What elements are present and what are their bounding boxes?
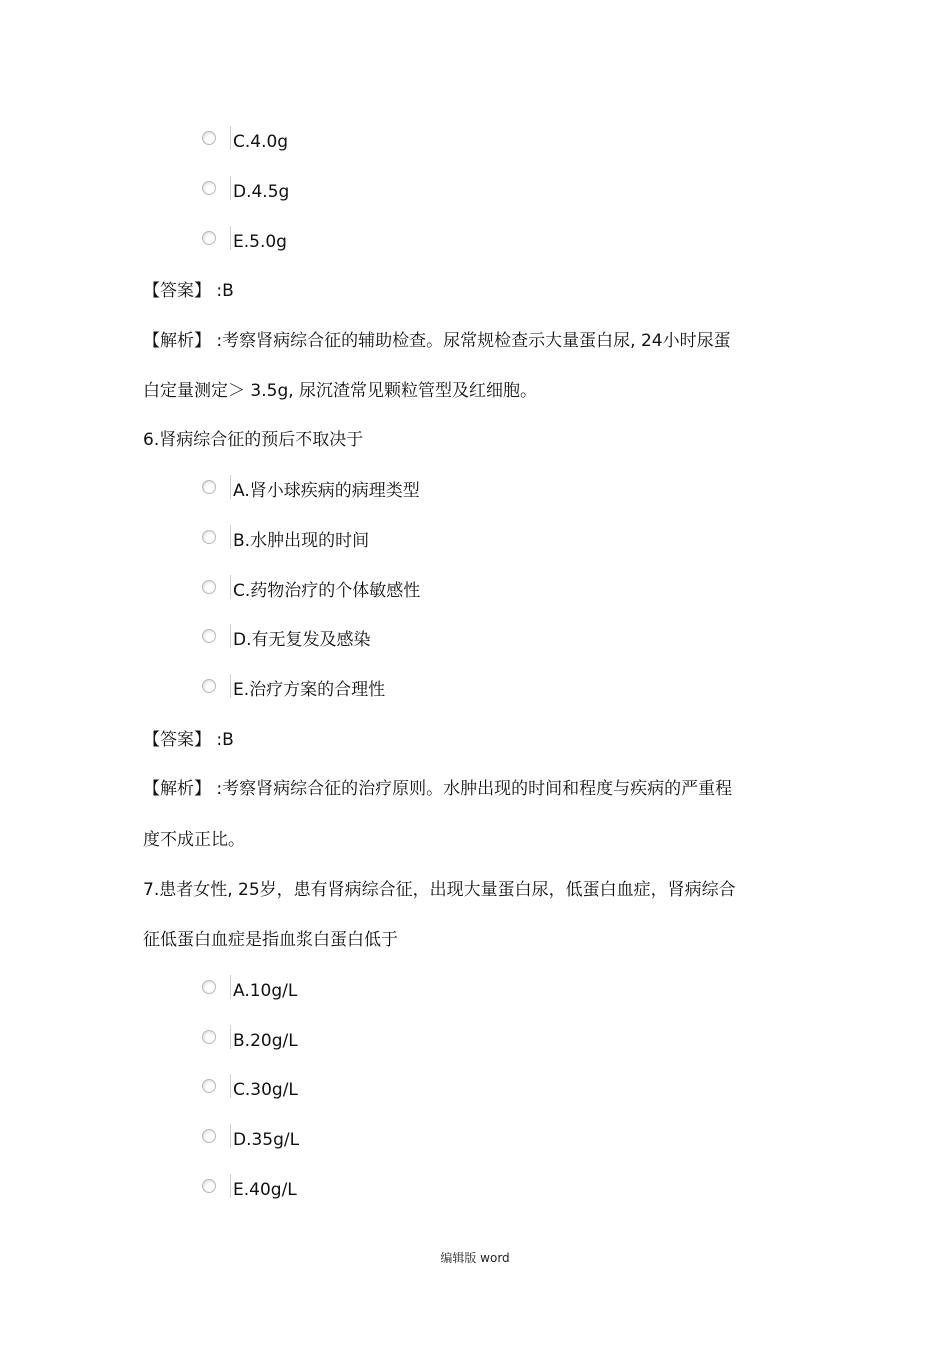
option-label: B.20g/L [233, 1031, 298, 1051]
option-label: D.4.5g [233, 182, 290, 202]
option-divider [230, 226, 231, 250]
option-label: D.有无复发及感染 [233, 630, 371, 650]
analysis-5-line-2: 白定量测定＞ 3.5g, 尿沉渣常见颗粒管型及红细胞。 [143, 381, 538, 401]
radio-icon[interactable] [202, 530, 216, 544]
option-label: C.药物治疗的个体敏感性 [233, 581, 421, 601]
option-divider [230, 1124, 231, 1148]
option-label: A.肾小球疾病的病理类型 [233, 481, 420, 501]
radio-icon[interactable] [202, 1129, 216, 1143]
radio-icon[interactable] [202, 1030, 216, 1044]
question-7-line-1: 7.患者女性, 25岁，患有肾病综合征，出现大量蛋白尿，低蛋白血症，肾病综合 [143, 880, 736, 900]
question-7-line-2: 征低蛋白血症是指血浆白蛋白低于 [143, 930, 398, 950]
option-divider [230, 674, 231, 698]
analysis-6-line-2: 度不成正比。 [143, 830, 245, 850]
option-divider [230, 176, 231, 200]
radio-icon[interactable] [202, 1179, 216, 1193]
radio-icon[interactable] [202, 1079, 216, 1093]
radio-icon[interactable] [202, 580, 216, 594]
analysis-6-line-1: 【解析】 :考察肾病综合征的治疗原则。水肿出现的时间和程度与疾病的严重程 [143, 779, 733, 799]
option-label: A.10g/L [233, 981, 298, 1001]
option-label: E.治疗方案的合理性 [233, 680, 386, 700]
answer-6: 【答案】 :B [143, 730, 234, 750]
option-divider [230, 1025, 231, 1049]
option-divider [230, 975, 231, 999]
radio-icon[interactable] [202, 629, 216, 643]
option-divider [230, 525, 231, 549]
radio-icon[interactable] [202, 131, 216, 145]
option-divider [230, 575, 231, 599]
option-divider [230, 1174, 231, 1198]
radio-icon[interactable] [202, 679, 216, 693]
option-label: E.5.0g [233, 232, 287, 252]
option-label: C.4.0g [233, 132, 289, 152]
option-label: D.35g/L [233, 1130, 300, 1150]
option-divider [230, 475, 231, 499]
radio-icon[interactable] [202, 231, 216, 245]
analysis-5-line-1: 【解析】 :考察肾病综合征的辅助检查。尿常规检查示大量蛋白尿, 24小时尿蛋 [143, 331, 731, 351]
option-divider [230, 1074, 231, 1098]
answer-5: 【答案】 :B [143, 281, 234, 301]
question-6: 6.肾病综合征的预后不取决于 [143, 430, 364, 450]
radio-icon[interactable] [202, 980, 216, 994]
page-footer: 编辑版 word [440, 1251, 510, 1265]
radio-icon[interactable] [202, 181, 216, 195]
option-label: C.30g/L [233, 1080, 298, 1100]
radio-icon[interactable] [202, 480, 216, 494]
option-divider [230, 624, 231, 648]
option-divider [230, 126, 231, 150]
option-label: B.水肿出现的时间 [233, 531, 370, 551]
option-label: E.40g/L [233, 1180, 297, 1200]
